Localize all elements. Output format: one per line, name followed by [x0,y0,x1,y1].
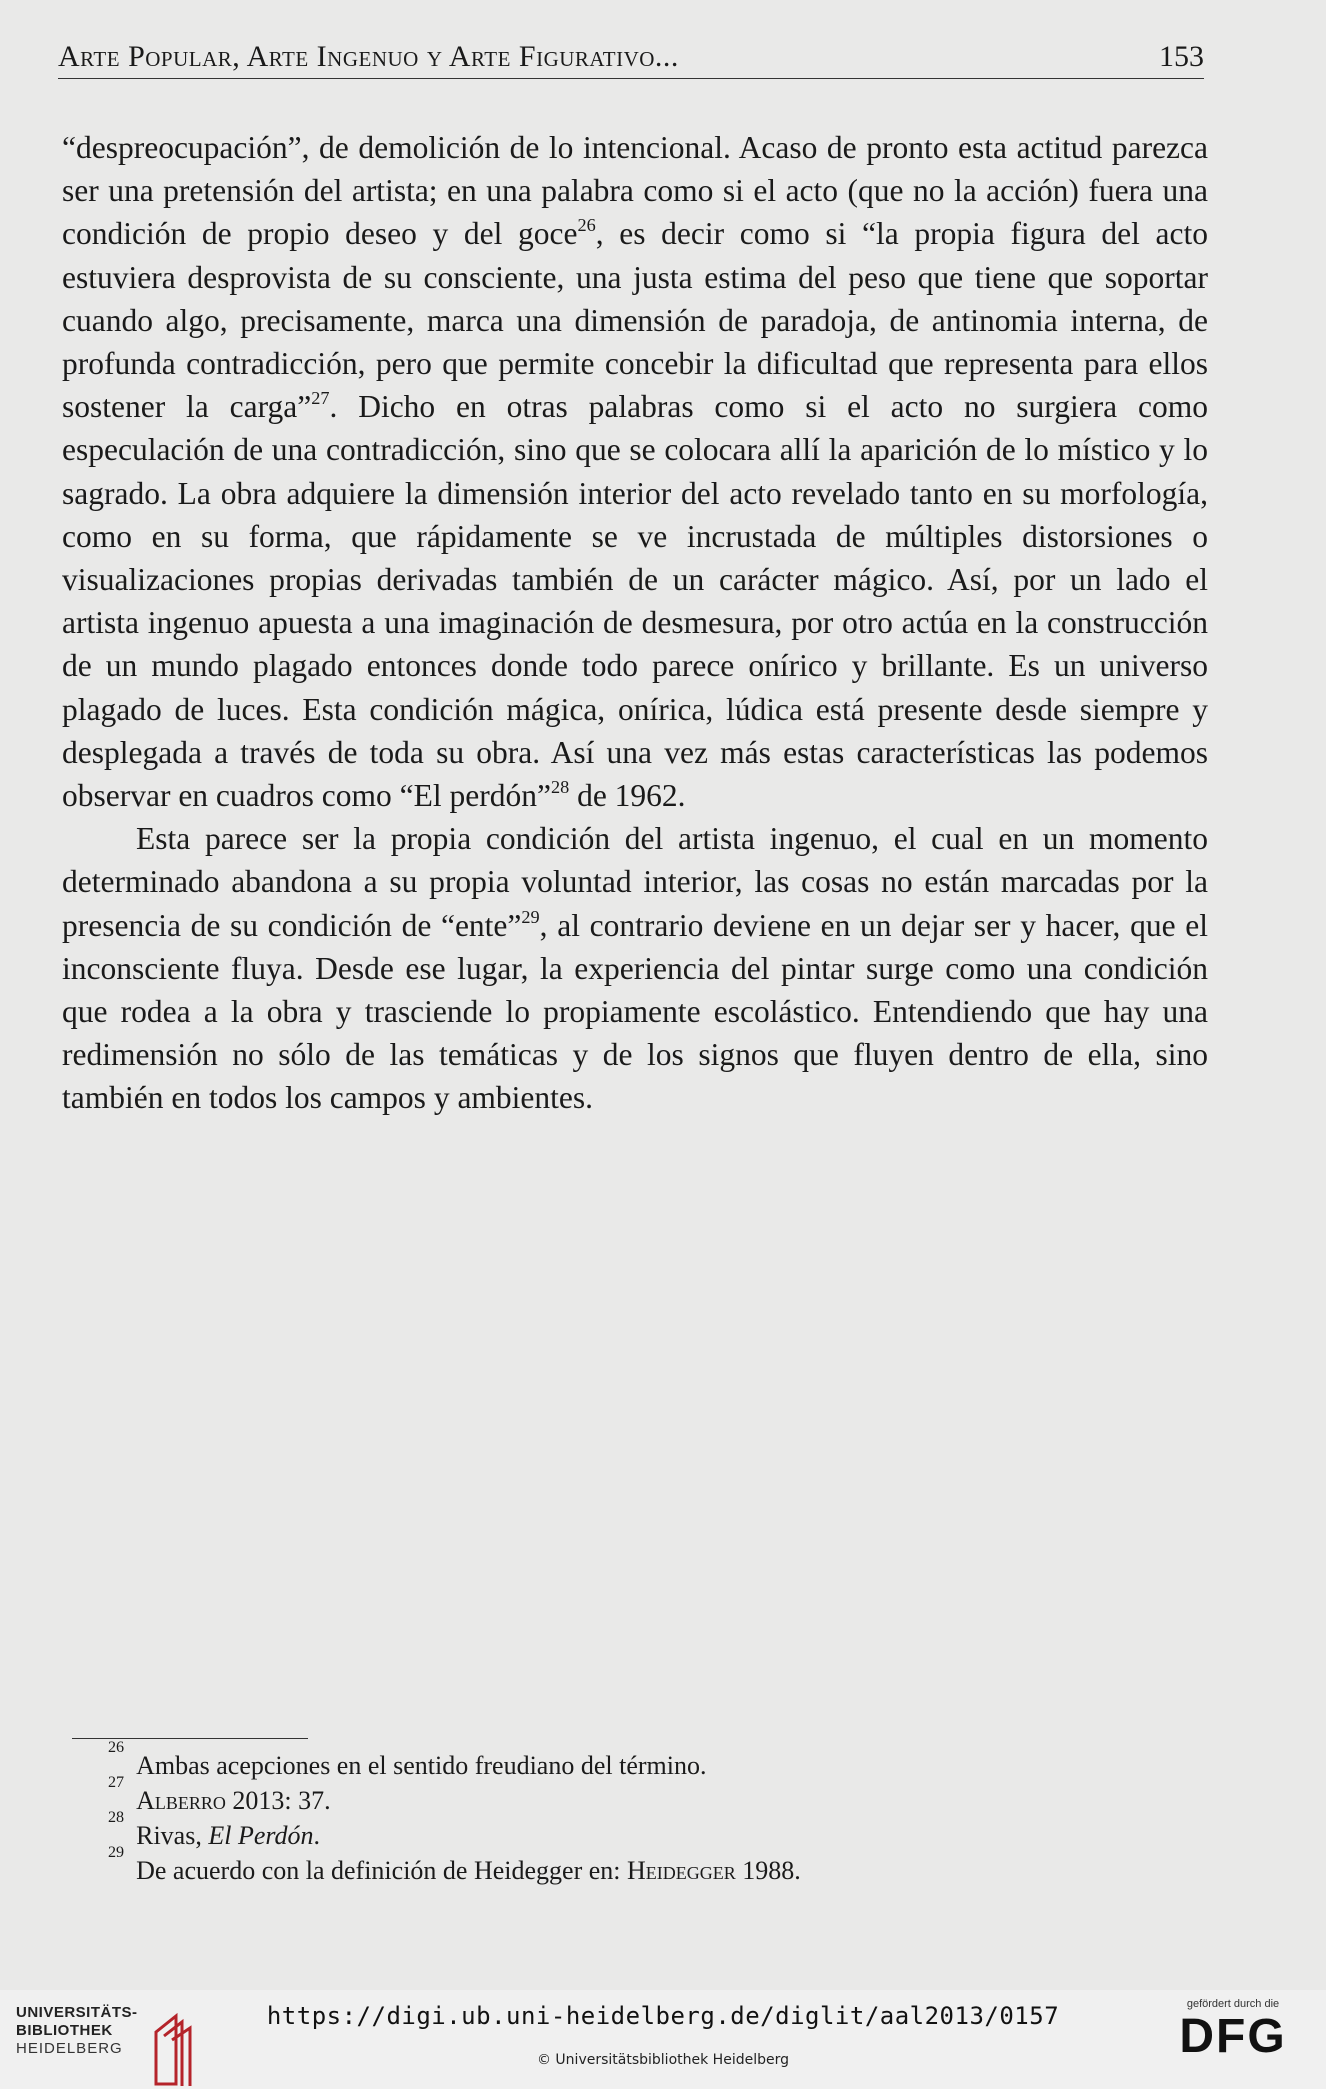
dfg-logo[interactable] [1168,1998,1298,2064]
footnote-number: 26 [108,1739,125,1756]
paragraph-1-text-d: de 1962. [569,778,686,814]
funder-logo-text: DFG [1179,2010,1287,2063]
library-name-line-3: HEIDELBERG [16,2040,123,2057]
permalink-url[interactable]: https://digi.ub.uni-heidelberg.de/diglit/aal2013/0157 [266,2002,1060,2030]
footnote-ref-26: 26 [577,215,596,236]
footnote-text: 1988. [735,1856,801,1885]
footnote-number: 29 [108,1844,125,1861]
footnote-26 [108,1739,1208,1783]
footnote-28 [108,1809,1208,1853]
digitization-footer [0,1990,1326,2089]
funder-note: gefördert durch die [1186,1998,1280,2010]
footnote-work-title: El Perdón [208,1821,314,1850]
body-text [62,126,1208,1120]
footnote-author: Heidegger [627,1856,736,1885]
footnote-ref-27: 27 [311,388,330,409]
paragraph-1 [62,126,1208,817]
footnote-number: 27 [108,1774,125,1791]
page-number: 153 [1159,40,1204,73]
running-header [58,36,1204,79]
footnote-text: 2013: 37. [225,1786,331,1815]
library-name-line-1: UNIVERSITÄTS- [16,2004,138,2021]
footnote-number: 28 [108,1809,125,1826]
footnote-text: Ambas acepciones en el sentido freudiano del término. [136,1751,707,1780]
footnotes [108,1739,1208,1888]
footnote-text: . [313,1821,321,1850]
paragraph-1-text-c: . Dicho en otras palabras como si el acto no surgiera como especulación de una contradicción, sino que se colocara allí la aparición de lo místico y lo sagrado. La obra adquiere la dimensión interior del acto revelado tanto en su morfología, como en su forma, que rápidamente se ve incrustada de múltiples distorsiones o visualizaciones propias derivadas también de un carácter mágico. Así, por un lado el artista ingenuo apuesta a una imaginación de desmesura, por otro actúa en la construcción de un mundo plagado entonces donde todo parece onírico y brillante. Es un universo plagado de luces. Esta condición mágica, onírica, lúdica está presente desde siempre y desplegada a través de toda su obra. Así una vez más estas características las podemos observar en cuadros como “El perdón” [62,389,1208,814]
footnote-text: De acuerdo con la definición de Heidegger en: [136,1856,627,1885]
paragraph-1-text-b: , es decir como si “la propia figura del acto estuviera desprovista de su consciente, una justa estima del peso que tiene que soportar cuando algo, precisamente, marca una dimensión de paradoja, de antinomia interna, de profunda contradicción, pero que permite concebir la dificultad que representa para ellos sostener la carga” [62,216,1208,425]
library-name-line-2: BIBLIOTHEK [16,2022,113,2039]
running-title: Arte Popular, Arte Ingenuo y Arte Figurativo... [58,40,679,73]
footnote-ref-28: 28 [550,776,570,797]
copyright-notice: © Universitätsbibliothek Heidelberg [536,2052,789,2068]
footnote-ref-29: 29 [521,906,540,927]
footnote-29 [108,1844,1208,1888]
paragraph-2-text-a: Esta parece ser la propia condición del artista ingenuo, el cual en un momento determinado abandona a su propia voluntad interior, las cosas no están marcadas por la presencia de su condición de “ente” [62,821,1208,943]
footnote-text: Rivas, [136,1821,209,1850]
paragraph-2 [62,817,1208,1119]
footnote-27 [108,1774,1208,1818]
paragraph-2-text-b: , al contrario deviene en un dejar ser y hacer, que el inconsciente fluya. Desde ese lugar, la experiencia del pintar surge como una condición que rodea a la obra y trasciende lo propiamente escolástico. Entendiendo que hay una redimensión no sólo de las temáticas y de los signos que fluyen dentro de ella, sino también en todos los campos y ambientes. [62,907,1208,1116]
footnote-author: Alberro [136,1786,226,1815]
paragraph-1-text-a: “despreocupación”, de demolición de lo intencional. Acaso de pronto esta actitud parezca ser una pretensión del artista; en una palabra como si el acto (que no la acción) fuera una condición de propio deseo y del goce [62,130,1208,252]
